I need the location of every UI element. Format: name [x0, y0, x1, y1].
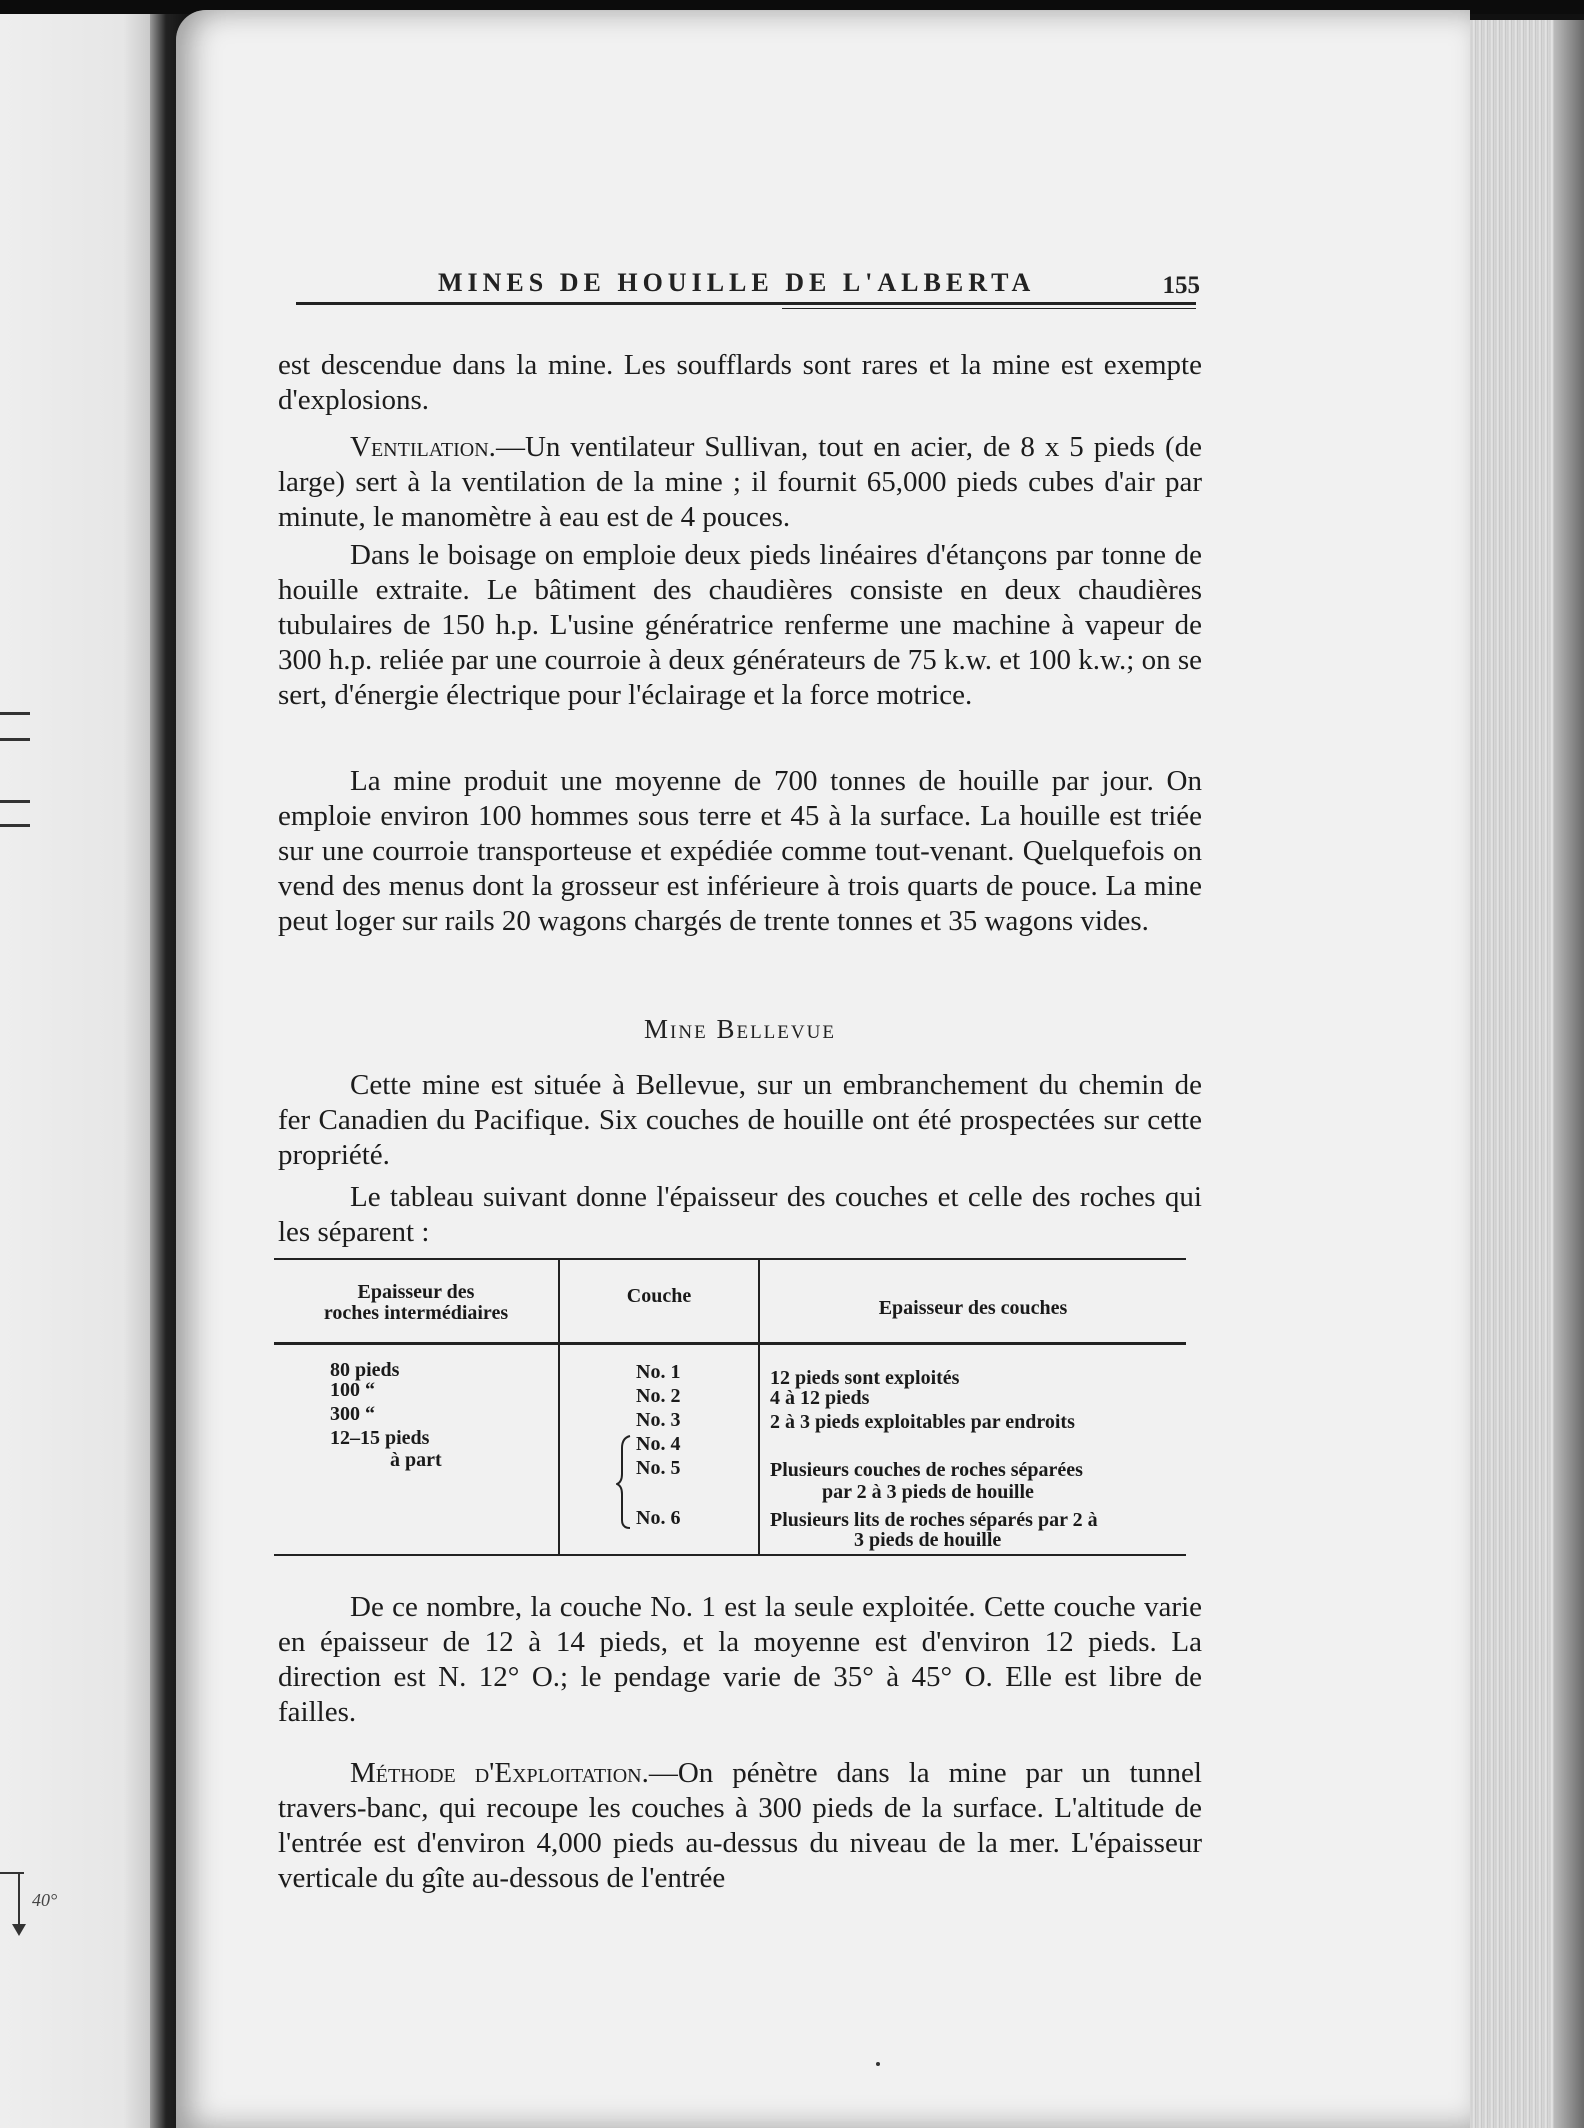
paragraph-boisage [278, 538, 1202, 713]
rock-thickness-cell: 300 “ [330, 1403, 375, 1425]
rock-thickness-cell: à part [390, 1449, 442, 1471]
boisage-text: Dans le boisage on emploie deux pieds linéaires d'étançons par tonne de houille extraite. Le bâtiment des chaudières consiste en deux chaudières tubulaires de 150 h.p. L'usine génératrice renferme une machine à vapeur de 300 h.p. reliée par une courroie à deux générateurs de 75 k.w. et 100 k.w.; on se sert, d'énergie électrique pour l'éclairage et la force motrice. [278, 539, 1202, 711]
page-number: 155 [1162, 272, 1200, 299]
couche-text: De ce nombre, la couche No. 1 est la seule exploitée. Cette couche varie en épaisseur de 12 à 14 pieds, et la moyenne est d'environ 12 pieds. La direction est N. 12° O.; le pendage varie de 35° à 45° O. Elle est libre de failles. [278, 1591, 1202, 1728]
margin-mark [0, 738, 30, 741]
paragraph-1 [278, 348, 1202, 418]
seam-thickness-cell: 2 à 3 pieds exploitables par endroits [770, 1411, 1075, 1433]
header-rule [296, 302, 1196, 305]
header-rock-line1: Epaisseur des [357, 1281, 475, 1303]
paragraph-1-text: est descendue dans la mine. Les soufflards sont rares et la mine est exempte d'explosions. [278, 349, 1202, 416]
seam-thickness-cell: 4 à 12 pieds [770, 1387, 870, 1409]
rock-thickness-cell: 80 pieds [330, 1359, 400, 1381]
ventilation-heading: Ventilation. [350, 431, 496, 463]
header-rock-line2: roches intermédiaires [323, 1302, 509, 1324]
table-top-rule [274, 1258, 1186, 1260]
paragraph-tableau [278, 1180, 1202, 1250]
margin-mark [0, 712, 30, 715]
running-title: MINES DE HOUILLE DE L'ALBERTA [438, 268, 1036, 297]
paragraph-production [278, 764, 1202, 939]
running-header [296, 262, 1200, 322]
margin-horizontal-line [0, 1872, 24, 1874]
seam-table [274, 1258, 1186, 1574]
seam-thickness-cell: Plusieurs couches de roches séparées [770, 1459, 1083, 1481]
seam-thickness-cell: 12 pieds sont exploités [770, 1367, 960, 1389]
margin-arrow-head [12, 1924, 26, 1936]
margin-angle-label: 40° [32, 1890, 58, 1910]
tableau-intro-text: Le tableau suivant donne l'épaisseur des couches et celle des roches qui les séparent : [278, 1181, 1202, 1248]
seam-thickness-cell: Plusieurs lits de roches séparés par 2 à [770, 1509, 1098, 1531]
table-bottom-rule [274, 1554, 1186, 1556]
rock-thickness-cell: 12–15 pieds [330, 1427, 430, 1449]
methode-text: —On pénètre dans la mine par un tunnel travers-banc, qui recoupe les couches à 300 pieds de la surface. L'altitude de l'entrée est d'environ 4,000 pieds au-dessus du niveau de la mer. L'épaisseur verticale du gîte au-dessous de l'entrée [278, 1757, 1202, 1894]
seam-thickness-cell: par 2 à 3 pieds de houille [822, 1481, 1034, 1503]
margin-arrow [18, 1872, 20, 1932]
methode-heading: Méthode d'Exploitation. [350, 1757, 649, 1789]
bellevue-text: Cette mine est située à Bellevue, sur un embranchement du chemin de fer Canadien du Pacifique. Six couches de houille ont été prospectées sur cette propriété. [278, 1069, 1202, 1171]
seam-thickness-cell: 3 pieds de houille [854, 1529, 1002, 1551]
seam-cell: No. 3 [636, 1409, 681, 1431]
seam-cell: No. 6 [636, 1507, 681, 1529]
seam-cell: No. 1 [636, 1361, 681, 1383]
seam-cell: No. 4 [636, 1433, 681, 1455]
table-header-rule [274, 1342, 1186, 1345]
margin-mark [0, 800, 30, 803]
seam-cell: No. 5 [636, 1457, 681, 1479]
production-text: La mine produit une moyenne de 700 tonnes de houille par jour. On emploie environ 100 hommes sous terre et 45 à la surface. La houille est triée sur une courroie transporteuse et expédiée comme tout-venant. Quelquefois on vend des menus dont la grosseur est inférieure à trois quarts de pouce. La mine peut loger sur rails 20 wagons chargés de trente tonnes et 35 wagons vides. [278, 765, 1202, 937]
header-seam: Couche [626, 1285, 692, 1307]
paragraph-ventilation [278, 430, 1202, 535]
section-title: Mine Bellevue [644, 1014, 836, 1044]
paragraph-couche [278, 1590, 1202, 1730]
paragraph-methode [278, 1756, 1202, 1896]
page-speck [876, 2062, 880, 2066]
header-rock-thickness [274, 1282, 558, 1324]
header-seam-thickness: Epaisseur des couches [878, 1297, 1068, 1319]
margin-mark [0, 824, 30, 827]
grouping-brace [616, 1434, 636, 1530]
seam-cell: No. 2 [636, 1385, 681, 1407]
page-stack-edge [1470, 20, 1584, 2128]
paragraph-bellevue [278, 1068, 1202, 1173]
ventilation-text: —Un ventilateur Sullivan, tout en acier, de 8 x 5 pieds (de large) sert à la ventilation de la mine ; il fournit 65,000 pieds cubes d'air par minute, le manomètre à eau est de 4 pouces. [278, 431, 1202, 533]
header-rule-thin [782, 308, 1196, 309]
rock-thickness-cell: 100 “ [330, 1379, 375, 1401]
